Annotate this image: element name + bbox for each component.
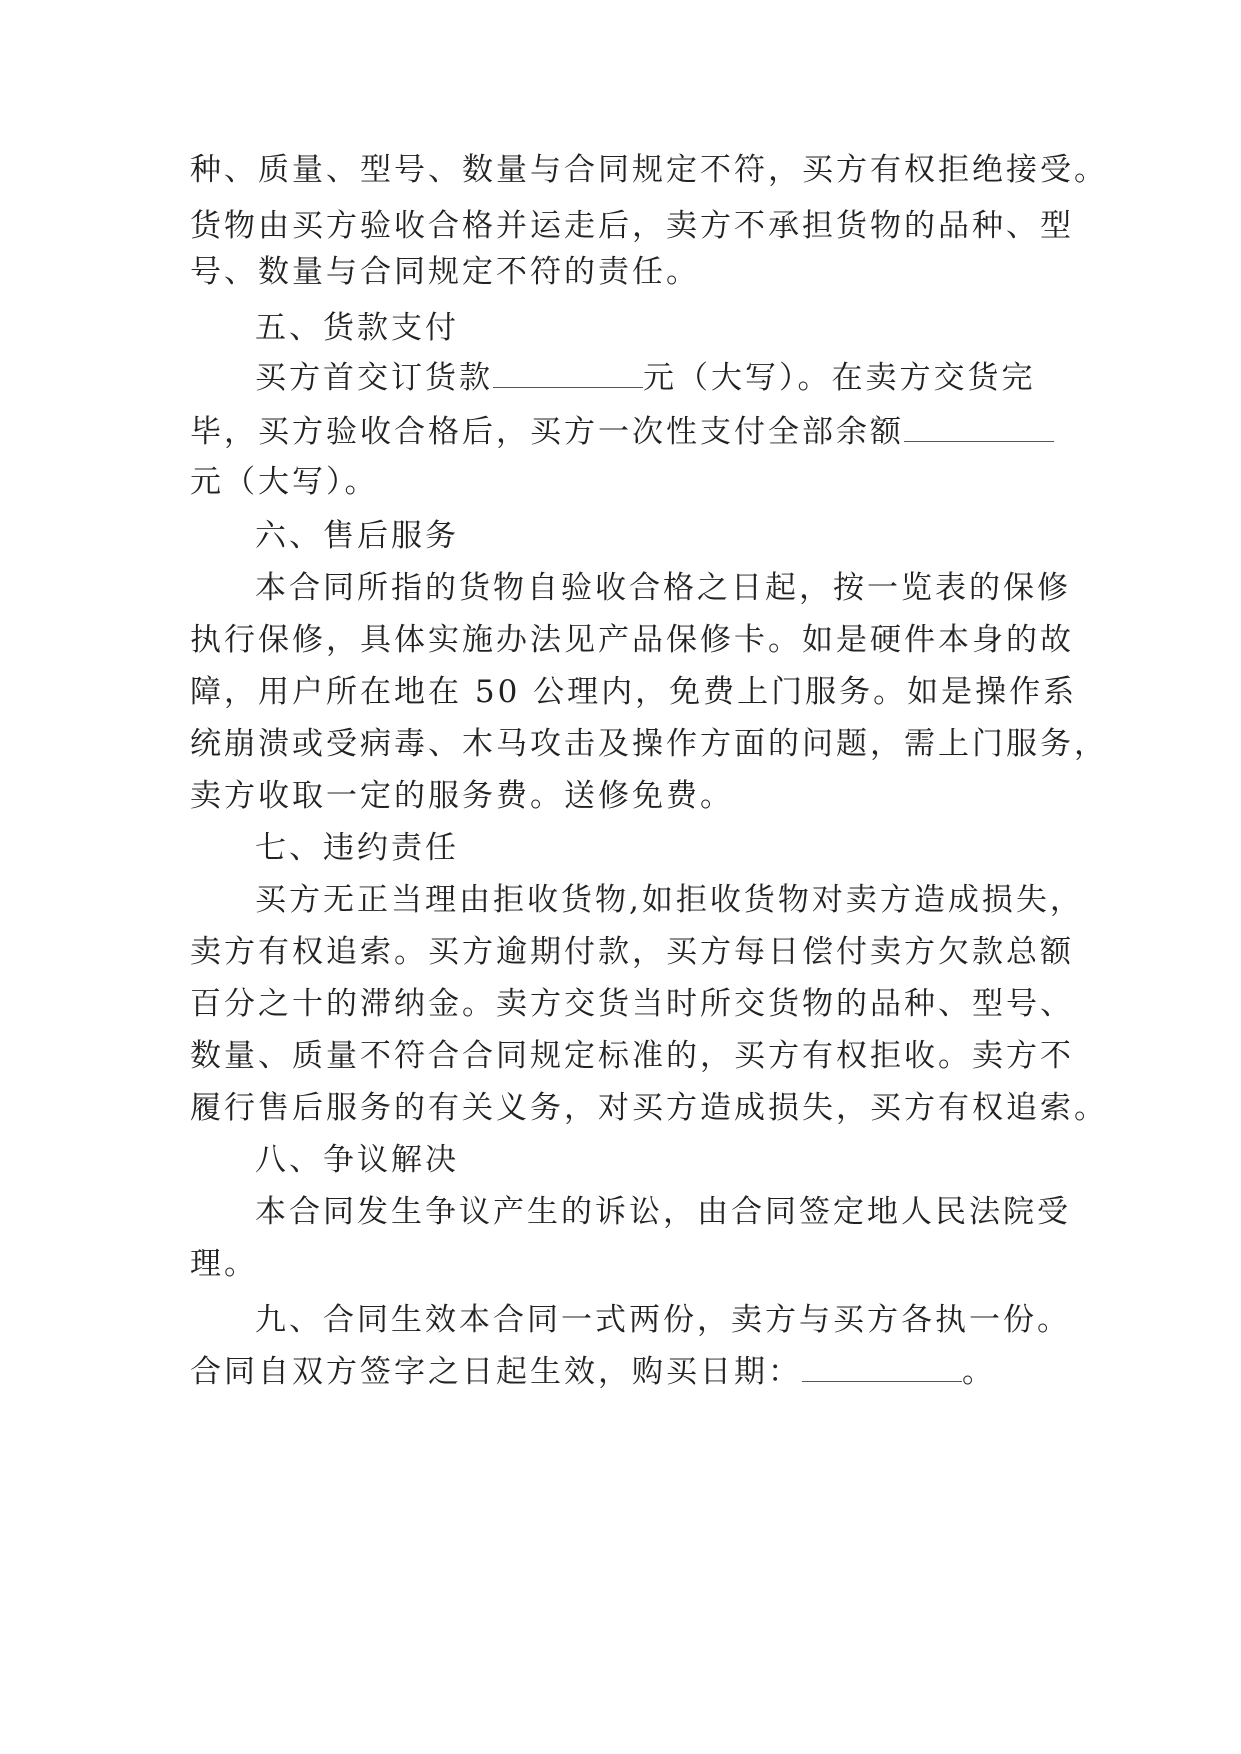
text-line-after-sales-4: 统崩溃或受病毒、木马攻击及操作方面的问题，需上门服务， — [190, 726, 1108, 762]
text-line-dispute-2: 理。 — [190, 1246, 258, 1282]
section-heading-breach: 七、违约责任 — [255, 830, 459, 866]
text-line-after-sales-5: 卖方收取一定的服务费。送修免费。 — [190, 778, 734, 814]
text-line-breach-2: 卖方有权追索。买方逾期付款，买方每日偿付卖方欠款总额 — [190, 934, 1074, 970]
fill-in-blank-deposit[interactable] — [493, 359, 643, 388]
text-line-breach-1: 买方无正当理由拒收货物,如拒收货物对卖方造成损失， — [255, 882, 1084, 918]
text-line-effect-2 — [190, 1352, 996, 1392]
section-heading-after-sales: 六、售后服务 — [255, 518, 459, 554]
text-segment: 毕，买方验收合格后，买方一次性支付全部余额 — [190, 414, 904, 450]
text-line-breach-3: 百分之十的滞纳金。卖方交货当时所交货物的品种、型号、 — [190, 986, 1074, 1022]
text-line-payment-3: 元（大写）。 — [190, 464, 379, 500]
text-line-1: 种、质量、型号、数量与合同规定不符，买方有权拒绝接受。 — [190, 152, 1108, 188]
fill-in-blank-balance[interactable] — [904, 413, 1054, 442]
text-line-after-sales-2: 执行保修，具体实施办法见产品保修卡。如是硬件本身的故 — [190, 622, 1074, 658]
text-line-after-sales-1: 本合同所指的货物自验收合格之日起，按一览表的保修 — [255, 570, 1071, 606]
text-line-payment-2 — [190, 412, 1054, 452]
text-line-payment-1 — [255, 358, 1036, 398]
fill-in-blank-purchase-date[interactable] — [802, 1353, 962, 1382]
text-segment: 买方首交订货款 — [255, 360, 493, 396]
text-line-effect-1: 九、合同生效本合同一式两份，卖方与买方各执一份。 — [255, 1302, 1071, 1338]
text-line-2: 货物由买方验收合格并运走后，卖方不承担货物的品种、型 — [190, 208, 1074, 244]
section-heading-payment: 五、货款支付 — [255, 310, 459, 346]
text-segment: 元（大写）。在卖方交货完 — [643, 360, 1036, 396]
text-segment: 合同自双方签字之日起生效，购买日期： — [190, 1354, 802, 1390]
text-line-3: 号、数量与合同规定不符的责任。 — [190, 254, 700, 290]
text-line-breach-4: 数量、质量不符合合同规定标准的，买方有权拒收。卖方不 — [190, 1038, 1074, 1074]
text-line-after-sales-3: 障，用户所在地在 50 公理内，免费上门服务。如是操作系 — [190, 674, 1078, 710]
text-line-breach-5: 履行售后服务的有关义务，对买方造成损失，买方有权追索。 — [190, 1090, 1108, 1126]
text-segment: 。 — [962, 1354, 996, 1390]
section-heading-dispute: 八、争议解决 — [255, 1142, 459, 1178]
text-line-dispute-1: 本合同发生争议产生的诉讼，由合同签定地人民法院受 — [255, 1194, 1071, 1230]
